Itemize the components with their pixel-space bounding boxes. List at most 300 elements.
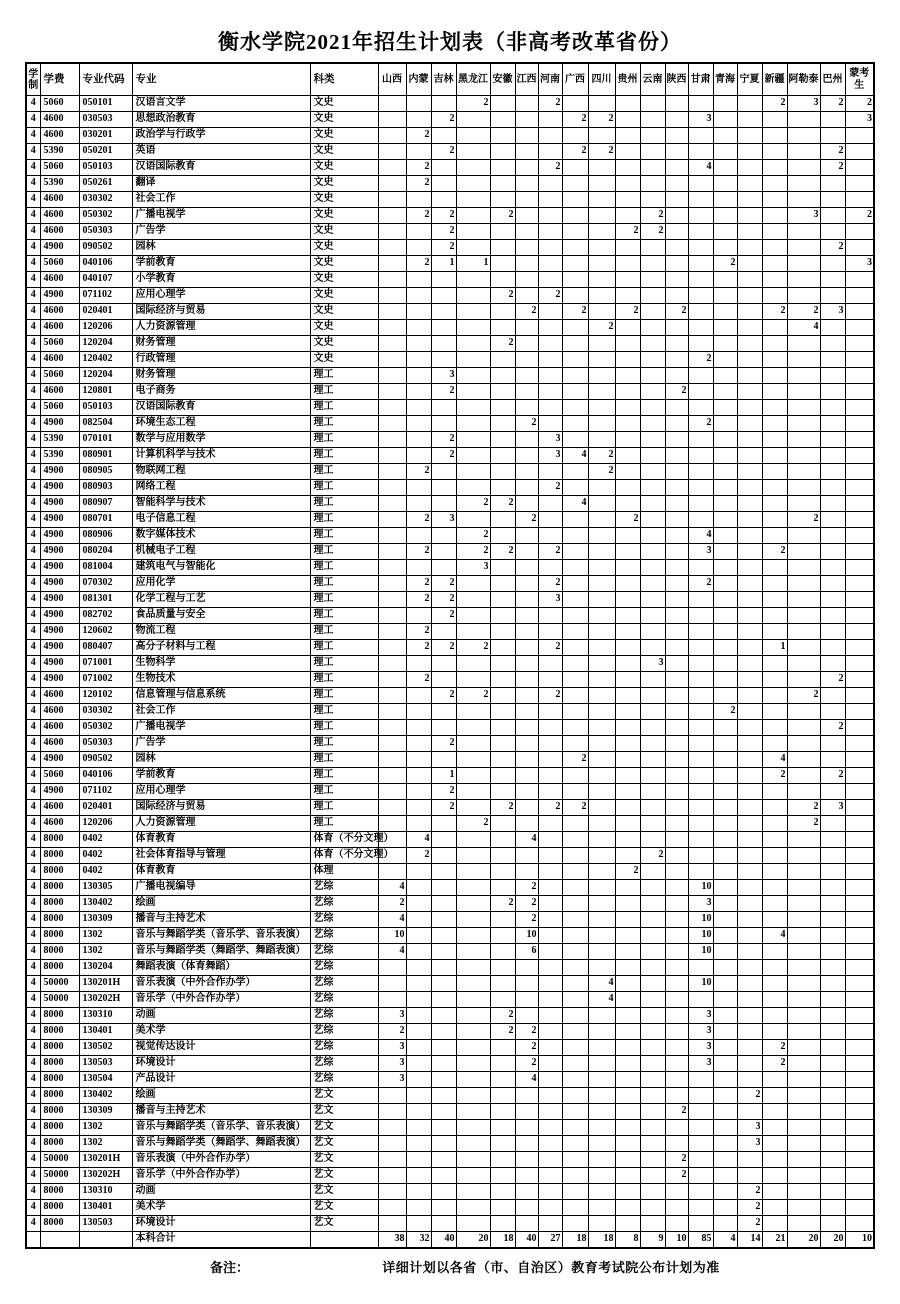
cell	[713, 112, 737, 128]
cell	[688, 240, 713, 256]
cell	[588, 432, 615, 448]
cell	[515, 496, 538, 512]
cell	[562, 896, 588, 912]
cell	[640, 960, 665, 976]
cell	[845, 944, 874, 960]
cell	[688, 864, 713, 880]
cell	[713, 528, 737, 544]
cell: 动画	[132, 1008, 310, 1024]
cell	[378, 336, 406, 352]
cell: 数学与应用数学	[132, 432, 310, 448]
cell	[456, 1120, 490, 1136]
cell	[538, 528, 562, 544]
cell: 艺文	[310, 1104, 378, 1120]
cell	[615, 352, 640, 368]
cell	[820, 1040, 845, 1056]
cell: 4	[26, 1072, 40, 1088]
cell: 6	[515, 944, 538, 960]
cell: 5390	[40, 432, 79, 448]
cell	[845, 352, 874, 368]
cell: 理工	[310, 432, 378, 448]
cell: 50000	[40, 976, 79, 992]
cell	[406, 896, 431, 912]
cell	[820, 192, 845, 208]
cell	[787, 480, 820, 496]
cell	[538, 912, 562, 928]
cell: 2	[820, 720, 845, 736]
cell	[688, 464, 713, 480]
table-row	[26, 528, 874, 544]
cell	[615, 1216, 640, 1232]
cell: 4	[26, 1104, 40, 1120]
cell	[538, 880, 562, 896]
cell	[688, 368, 713, 384]
cell	[820, 752, 845, 768]
header-cell-2: 专业代码	[79, 63, 132, 96]
cell	[787, 736, 820, 752]
cell	[845, 1136, 874, 1152]
table-row	[26, 896, 874, 912]
cell	[845, 848, 874, 864]
cell	[515, 592, 538, 608]
cell: 130305	[79, 880, 132, 896]
cell: 20	[787, 1232, 820, 1249]
cell	[737, 928, 762, 944]
cell: 4	[26, 128, 40, 144]
cell	[378, 992, 406, 1008]
cell	[515, 288, 538, 304]
cell: 4	[26, 336, 40, 352]
cell	[515, 976, 538, 992]
cell	[688, 336, 713, 352]
header-cell-11: 河南	[538, 63, 562, 96]
cell	[762, 400, 787, 416]
header-cell-4: 科类	[310, 63, 378, 96]
cell: 4900	[40, 416, 79, 432]
cell	[378, 608, 406, 624]
cell	[562, 224, 588, 240]
table-row	[26, 960, 874, 976]
cell: 18	[562, 1232, 588, 1249]
cell	[562, 832, 588, 848]
cell	[406, 368, 431, 384]
cell	[640, 784, 665, 800]
cell	[538, 1056, 562, 1072]
cell: 食品质量与安全	[132, 608, 310, 624]
cell	[787, 240, 820, 256]
cell: 2	[406, 640, 431, 656]
table-row	[26, 576, 874, 592]
cell	[615, 208, 640, 224]
cell	[378, 976, 406, 992]
cell	[688, 640, 713, 656]
cell	[456, 160, 490, 176]
cell	[490, 1104, 515, 1120]
cell	[737, 1168, 762, 1184]
cell	[737, 464, 762, 480]
cell	[456, 1152, 490, 1168]
cell	[713, 240, 737, 256]
cell	[490, 928, 515, 944]
cell: 071102	[79, 784, 132, 800]
cell	[431, 1040, 456, 1056]
cell	[665, 992, 688, 1008]
cell	[845, 128, 874, 144]
cell: 4	[26, 592, 40, 608]
cell: 38	[378, 1232, 406, 1249]
cell	[762, 1136, 787, 1152]
cell	[845, 864, 874, 880]
cell	[737, 1056, 762, 1072]
cell	[820, 256, 845, 272]
cell	[456, 272, 490, 288]
cell: 4	[26, 976, 40, 992]
cell	[615, 432, 640, 448]
cell	[688, 144, 713, 160]
cell	[588, 416, 615, 432]
cell	[406, 704, 431, 720]
table-row	[26, 512, 874, 528]
cell	[845, 720, 874, 736]
cell	[562, 960, 588, 976]
cell	[737, 736, 762, 752]
cell: 艺综	[310, 912, 378, 928]
cell: 艺文	[310, 1216, 378, 1232]
cell: 环境生态工程	[132, 416, 310, 432]
cell	[820, 688, 845, 704]
cell	[538, 1024, 562, 1040]
cell	[762, 848, 787, 864]
cell	[665, 928, 688, 944]
cell	[588, 240, 615, 256]
cell: 4600	[40, 736, 79, 752]
cell	[640, 1104, 665, 1120]
cell: 070302	[79, 576, 132, 592]
cell	[515, 1168, 538, 1184]
cell: 8000	[40, 1088, 79, 1104]
cell: 2	[562, 144, 588, 160]
cell	[431, 1136, 456, 1152]
cell	[431, 752, 456, 768]
cell	[665, 112, 688, 128]
cell: 4	[26, 912, 40, 928]
table-row	[26, 592, 874, 608]
cell: 5060	[40, 336, 79, 352]
cell	[845, 800, 874, 816]
cell	[562, 912, 588, 928]
cell: 体育教育	[132, 832, 310, 848]
cell: 10	[688, 928, 713, 944]
cell	[762, 992, 787, 1008]
cell	[688, 1152, 713, 1168]
cell: 2	[490, 208, 515, 224]
cell	[713, 896, 737, 912]
table-row	[26, 928, 874, 944]
cell	[713, 1024, 737, 1040]
cell: 3	[688, 1024, 713, 1040]
table-header	[26, 63, 874, 96]
cell: 艺综	[310, 1008, 378, 1024]
cell	[538, 1136, 562, 1152]
cell	[588, 1168, 615, 1184]
cell	[737, 880, 762, 896]
cell	[640, 1120, 665, 1136]
cell	[615, 256, 640, 272]
cell: 4	[515, 832, 538, 848]
cell	[665, 1024, 688, 1040]
cell	[562, 864, 588, 880]
cell	[515, 384, 538, 400]
cell	[640, 272, 665, 288]
cell: 艺文	[310, 1200, 378, 1216]
cell: 8000	[40, 1104, 79, 1120]
cell	[588, 224, 615, 240]
cell	[456, 192, 490, 208]
cell: 4600	[40, 192, 79, 208]
cell	[456, 832, 490, 848]
table-row	[26, 176, 874, 192]
cell	[490, 864, 515, 880]
cell	[456, 1184, 490, 1200]
cell	[490, 1072, 515, 1088]
table-row	[26, 864, 874, 880]
cell: 5060	[40, 368, 79, 384]
cell	[762, 1088, 787, 1104]
cell	[562, 1104, 588, 1120]
cell	[787, 1008, 820, 1024]
table-row	[26, 96, 874, 112]
cell	[490, 704, 515, 720]
cell: 080701	[79, 512, 132, 528]
page-title: 衡水学院2021年招生计划表（非高考改革省份）	[218, 30, 682, 54]
cell	[713, 768, 737, 784]
cell: 动画	[132, 1184, 310, 1200]
cell	[490, 304, 515, 320]
cell	[456, 992, 490, 1008]
cell: 2	[538, 160, 562, 176]
cell	[406, 912, 431, 928]
cell	[713, 736, 737, 752]
cell	[456, 672, 490, 688]
table-row	[26, 240, 874, 256]
cell	[665, 480, 688, 496]
cell	[688, 688, 713, 704]
cell	[378, 512, 406, 528]
cell: 2	[787, 304, 820, 320]
cell	[820, 640, 845, 656]
cell	[538, 560, 562, 576]
cell: 4	[26, 992, 40, 1008]
cell: 4	[26, 288, 40, 304]
cell: 2	[406, 256, 431, 272]
cell: 2	[431, 576, 456, 592]
cell	[562, 1120, 588, 1136]
cell	[688, 1072, 713, 1088]
cell	[515, 560, 538, 576]
cell: 生物技术	[132, 672, 310, 688]
cell: 学前教育	[132, 768, 310, 784]
cell	[615, 480, 640, 496]
cell: 040106	[79, 256, 132, 272]
table-row	[26, 224, 874, 240]
cell: 文史	[310, 336, 378, 352]
cell: 5390	[40, 176, 79, 192]
cell	[640, 832, 665, 848]
cell	[406, 992, 431, 1008]
cell	[615, 784, 640, 800]
cell	[456, 336, 490, 352]
cell	[713, 624, 737, 640]
cell	[688, 1120, 713, 1136]
cell: 4600	[40, 816, 79, 832]
cell	[490, 784, 515, 800]
cell: 050302	[79, 208, 132, 224]
cell	[665, 560, 688, 576]
cell	[787, 656, 820, 672]
cell	[713, 512, 737, 528]
cell	[688, 1184, 713, 1200]
cell	[562, 976, 588, 992]
cell: 理工	[310, 656, 378, 672]
table-row	[26, 1200, 874, 1216]
cell	[762, 576, 787, 592]
cell	[378, 592, 406, 608]
cell: 艺综	[310, 1072, 378, 1088]
cell: 2	[406, 128, 431, 144]
cell	[406, 944, 431, 960]
cell	[490, 736, 515, 752]
cell	[820, 944, 845, 960]
cell	[615, 1104, 640, 1120]
cell	[665, 1216, 688, 1232]
cell	[787, 848, 820, 864]
cell	[737, 96, 762, 112]
cell: 2	[820, 672, 845, 688]
cell: 音乐与舞蹈学类（音乐学、音乐表演）	[132, 1120, 310, 1136]
cell	[456, 1200, 490, 1216]
cell	[762, 624, 787, 640]
cell: 2	[588, 144, 615, 160]
cell	[665, 912, 688, 928]
cell	[615, 928, 640, 944]
cell	[562, 400, 588, 416]
cell	[762, 560, 787, 576]
cell	[562, 480, 588, 496]
cell	[538, 1008, 562, 1024]
cell	[456, 224, 490, 240]
cell	[665, 1072, 688, 1088]
cell: 理工	[310, 512, 378, 528]
cell	[787, 1072, 820, 1088]
cell	[845, 752, 874, 768]
cell	[562, 768, 588, 784]
cell: 舞蹈表演（体育舞蹈）	[132, 960, 310, 976]
cell: 建筑电气与智能化	[132, 560, 310, 576]
cell	[737, 704, 762, 720]
cell: 071001	[79, 656, 132, 672]
cell	[538, 272, 562, 288]
cell	[820, 1072, 845, 1088]
cell	[762, 144, 787, 160]
cell	[688, 1200, 713, 1216]
cell	[615, 176, 640, 192]
cell	[640, 928, 665, 944]
cell: 4	[26, 320, 40, 336]
cell	[688, 752, 713, 768]
cell	[787, 448, 820, 464]
cell: 020401	[79, 800, 132, 816]
cell: 音乐与舞蹈学类（音乐学、音乐表演）	[132, 928, 310, 944]
cell: 文史	[310, 256, 378, 272]
cell	[515, 672, 538, 688]
cell	[615, 192, 640, 208]
cell	[737, 640, 762, 656]
header-cell-17: 甘肃	[688, 63, 713, 96]
cell	[640, 608, 665, 624]
cell	[378, 624, 406, 640]
cell: 4900	[40, 656, 79, 672]
cell	[737, 176, 762, 192]
cell	[820, 1216, 845, 1232]
cell: 2	[737, 1200, 762, 1216]
cell	[845, 736, 874, 752]
cell: 4	[26, 1184, 40, 1200]
cell: 080905	[79, 464, 132, 480]
cell	[845, 928, 874, 944]
cell	[820, 880, 845, 896]
cell: 2	[515, 1040, 538, 1056]
cell: 18	[588, 1232, 615, 1249]
cell: 2	[490, 496, 515, 512]
cell	[79, 1232, 132, 1249]
cell	[820, 1152, 845, 1168]
cell: 2	[431, 224, 456, 240]
cell	[762, 496, 787, 512]
cell	[820, 288, 845, 304]
cell	[588, 704, 615, 720]
cell	[562, 608, 588, 624]
cell: 3	[820, 304, 845, 320]
cell	[588, 624, 615, 640]
cell: 汉语国际教育	[132, 160, 310, 176]
cell: 4600	[40, 352, 79, 368]
cell: 40	[515, 1232, 538, 1249]
cell	[562, 1056, 588, 1072]
cell	[588, 1152, 615, 1168]
cell	[665, 880, 688, 896]
cell	[588, 576, 615, 592]
cell: 2	[456, 816, 490, 832]
cell: 3	[378, 1008, 406, 1024]
cell	[713, 144, 737, 160]
cell	[538, 384, 562, 400]
cell: 4	[26, 608, 40, 624]
cell: 120206	[79, 816, 132, 832]
table-row	[26, 976, 874, 992]
cell	[713, 1152, 737, 1168]
cell	[562, 1136, 588, 1152]
cell	[640, 1200, 665, 1216]
cell	[665, 432, 688, 448]
cell	[588, 176, 615, 192]
cell	[713, 848, 737, 864]
cell	[562, 992, 588, 1008]
cell: 32	[406, 1232, 431, 1249]
cell: 130204	[79, 960, 132, 976]
cell	[378, 800, 406, 816]
cell: 体育教育	[132, 864, 310, 880]
cell	[820, 544, 845, 560]
